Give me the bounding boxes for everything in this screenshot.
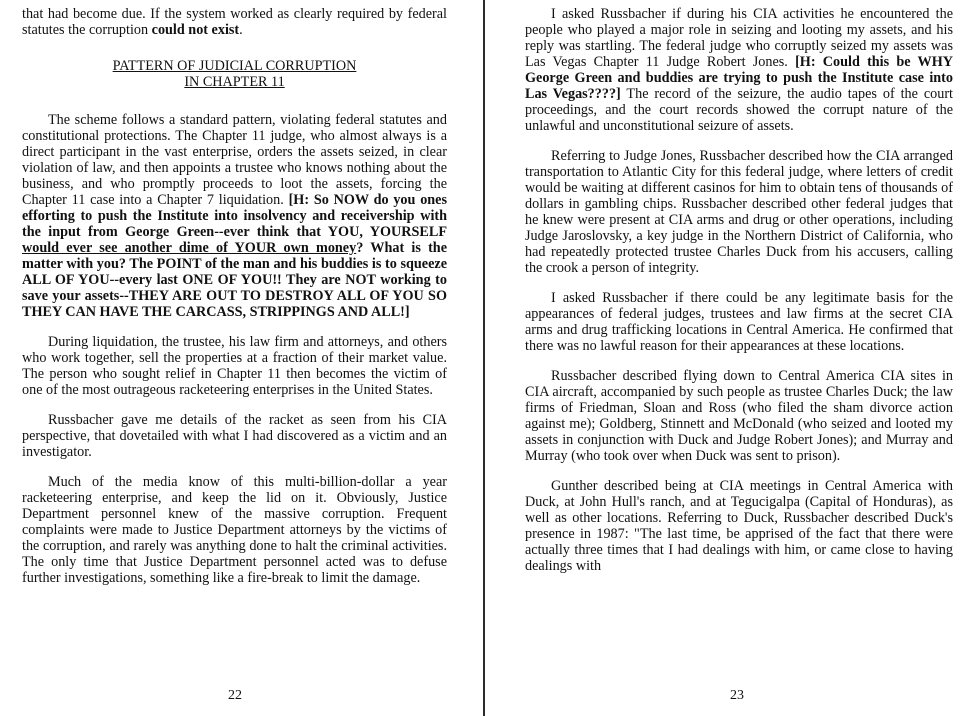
section-heading-line2: IN CHAPTER 11 bbox=[184, 74, 285, 90]
opening-emphasis: could not exist bbox=[151, 22, 240, 38]
page-gutter bbox=[483, 0, 485, 716]
left-paragraph-1: The scheme follows a standard pattern, violating federal statutes and constitutional protections. The Chapter 11 judge, who almost always is a direct participant in the vast enterprise, orders the assets seized, in clear violation of law, and then appoints a trustee who knows nothing about the business, and who promptly proceeds to loot the assets, forcing the Chapter 11 case into a Chapter 7 liquidation. [H: So NOW do you ones efforting to push the Institute into insolvency and receivership with the input from George Green--ever think that YOU, YOURSELF would ever see another dime of YOUR own money? What is the matter with you? The POINT of the man and his buddies is to squeeze ALL OF YOU--every last ONE OF YOU!! They are NOT working to save your assets--THEY ARE OUT TO DESTROY ALL OF YOU SO THEY CAN HAVE THE CARCASS, STRIPPINGS AND ALL!] bbox=[22, 112, 447, 320]
right-paragraph-5: Gunther described being at CIA meetings in Central America with Duck, at John Hull's ranch, and at Tegucigalpa (Capital of Honduras), as well as other locations. Referring to Duck, Russbacher described Duck's presence in 1987: "The last time, be apprised of the fact that there were actually three times that I had dealings with him, or came close to having dealings with bbox=[525, 478, 953, 574]
left-paragraph-2: During liquidation, the trustee, his law firm and attorneys, and others who work together, sell the properties at a fraction of their market value. The person who sought relief in Chapter 11 then becomes the victim of one of the most outrageous racketeering enterprises in the United States. bbox=[22, 334, 447, 398]
section-heading-line1: PATTERN OF JUDICIAL CORRUPTION bbox=[112, 58, 357, 74]
right-page bbox=[525, 6, 953, 588]
left-paragraph-4: Much of the media know of this multi-billion-dollar a year racketeering enterprise, and keep the lid on it. Obviously, Justice Department personnel knew of the massive corruption. Frequent complaints were made to Justice Department attorneys by the victims of the corruption, and rarely was anything done to halt the criminal activities. The only time that Justice Department personnel acted was to defuse further investigations, something like a fire-break to limit the damage. bbox=[22, 474, 447, 586]
left-opening-paragraph: that had become due. If the system worked as clearly required by federal statutes the corruption could not exist. bbox=[22, 6, 447, 38]
section-heading bbox=[22, 58, 447, 90]
right-paragraph-3: I asked Russbacher if there could be any legitimate basis for the appearances of federal judges, trustees and law firms at the secret CIA arms and drug trafficking locations in Central America. He confirmed that there was no lawful reason for their appearances at these locations. bbox=[525, 290, 953, 354]
page-number-left: 22 bbox=[228, 688, 242, 703]
left-page bbox=[22, 6, 447, 600]
page-number-right: 23 bbox=[730, 688, 744, 703]
right-paragraph-2: Referring to Judge Jones, Russbacher described how the CIA arranged transportation to Atlantic City for this federal judge, where letters of credit would be waiting at different casinos for him to obtain tens of thousands of dollars in gambling chips. Russbacher described other federal judges that he knew were present at CIA arms and drug or other operations, including Judge Jaroslovsky, a key judge in the Northern District of California, who had repeatedly protected trustee Charles Duck from his accusers, calling the crook a person of integrity. bbox=[525, 148, 953, 276]
editor-note-underlined: would ever see another dime of YOUR own money bbox=[22, 240, 357, 256]
right-paragraph-1: I asked Russbacher if during his CIA activities he encountered the people who played a major role in seizing and looting my assets, and his reply was startling. The federal judge who corruptly seized my assets was Las Vegas Chapter 11 Judge Robert Jones. [H: Could this be WHY George Green and buddies are trying to push the Institute case into Las Vegas????] The record of the seizure, the audio tapes of the court proceedings, and the court records showed the corrupt nature of the unlawful and unconstitutional seizure of assets. bbox=[525, 6, 953, 134]
editor-note-bold: [H: So NOW do you ones efforting to push the Institute into insolvency and receivership with the input from George Green--ever think that YOU, YOURSELF would ever see another dime of YOUR own money? What is the matter with you? The POINT of the man and his buddies is to squeeze ALL OF YOU--every last ONE OF YOU!! They are NOT working to save your assets--THEY ARE OUT TO DESTROY ALL OF YOU SO THEY CAN HAVE THE CARCASS, STRIPPINGS AND ALL!] bbox=[22, 192, 447, 320]
right-paragraph-4: Russbacher described flying down to Central America CIA sites in CIA aircraft, accompanied by such people as trustee Charles Duck; the law firms of Friedman, Sloan and Ross (who filed the sham divorce action against me); Goldberg, Stinnett and McDonald (who seized and looted my assets in conjunction with Duck and Judge Robert Jones); and Murray and Murray (who took over when Duck was sent to prison). bbox=[525, 368, 953, 464]
editor-note-bold-right: [H: Could this be WHY George Green and buddies are trying to push the Institute case into Las Vegas????] bbox=[525, 54, 953, 102]
left-paragraph-3: Russbacher gave me details of the racket as seen from his CIA perspective, that dovetailed with what I had discovered as a victim and an investigator. bbox=[22, 412, 447, 460]
